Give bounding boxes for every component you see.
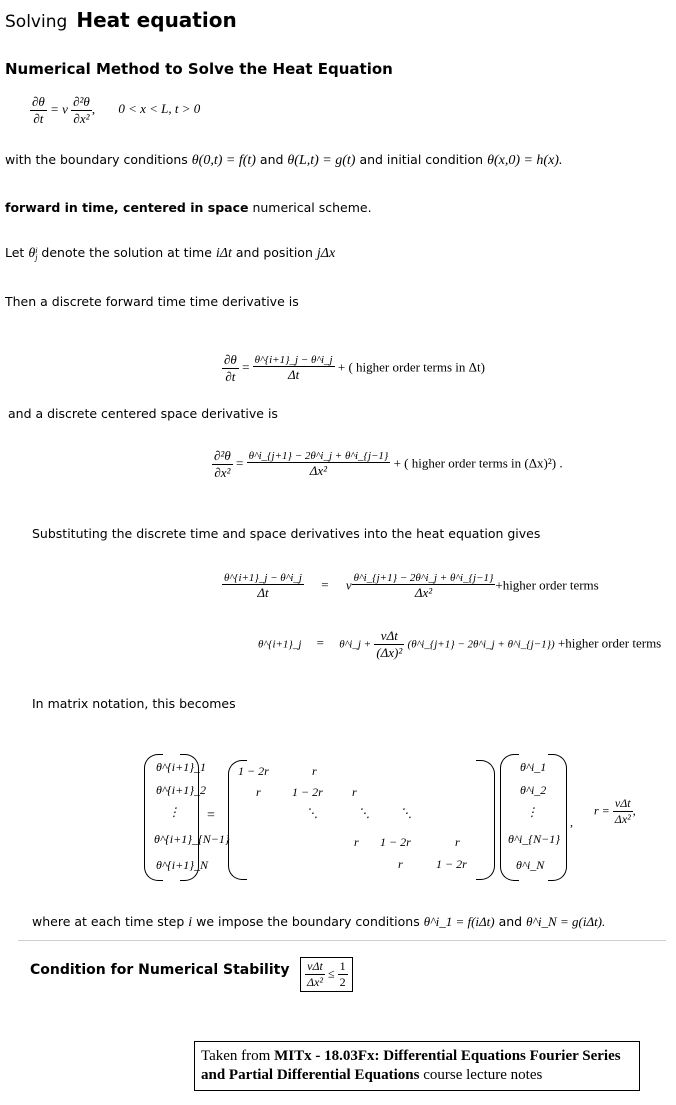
sd-den: Δx² bbox=[247, 462, 391, 479]
r-def-den: Δx² bbox=[614, 812, 631, 826]
matrix-r3c3: ⋱ bbox=[400, 806, 412, 820]
bes-math-3: θ^i_N = g(iΔt). bbox=[526, 914, 606, 929]
bc-text-1: with the boundary conditions bbox=[5, 152, 192, 167]
pde-lhs-den: ∂t bbox=[30, 110, 47, 127]
se2-num: νΔt bbox=[380, 628, 398, 643]
let-math-2: iΔt bbox=[215, 246, 232, 261]
matrix-r2c1: r bbox=[256, 785, 261, 799]
bes-text-1: where at each time step bbox=[32, 914, 189, 929]
matrix-r5c1: r bbox=[398, 857, 403, 871]
credit-bold: MITx - 18.03Fx: Differential Equations Fourier Series and Partial Differential Equations bbox=[201, 1048, 621, 1083]
r-def-num: νΔt bbox=[614, 796, 631, 810]
bes-math-1: i bbox=[188, 915, 193, 930]
rhs-entry-2: θ^i_2 bbox=[520, 783, 547, 797]
td-lhs-num: ∂θ bbox=[224, 352, 237, 367]
se2-rhs1: θ^i_j + bbox=[339, 638, 372, 651]
let-theta: θ bbox=[28, 246, 36, 261]
stab-le: ≤ bbox=[327, 966, 335, 981]
time-derivative-eq: $\frac{\partial\theta}{\partial t}$ = $\frac{\theta\^{}\{i+1\}\_j - \theta\^{}i\_j}{\Delta t}$ + ( higher order terms in Δt) bbox=[224, 352, 485, 384]
rhs-entry-4: θ^i_{N−1} bbox=[508, 832, 560, 846]
stab-den: Δx² bbox=[307, 975, 323, 989]
sd-lhs-den: ∂x² bbox=[212, 464, 233, 481]
td-tail: + ( higher order terms in Δt) bbox=[337, 359, 485, 375]
scheme-rest: numerical scheme. bbox=[248, 200, 372, 215]
bes-text-3: and bbox=[494, 914, 527, 929]
boundary-each-step bbox=[32, 914, 605, 931]
section-heading: Numerical Method to Solve the Heat Equation bbox=[5, 60, 393, 78]
let-text-1: Let bbox=[5, 245, 29, 260]
rhs-entry-3: ⋮ bbox=[526, 805, 538, 819]
scheme-bold: forward in time, centered in space bbox=[5, 200, 249, 215]
space-intro: and a discrete centered space derivative is bbox=[8, 406, 278, 421]
matrix-comma: , bbox=[570, 815, 573, 829]
bc-text-3: and initial condition bbox=[355, 152, 488, 167]
substitution-intro: Substituting the discrete time and space derivatives into the heat equation gives bbox=[32, 526, 541, 541]
td-lhs-den: ∂t bbox=[222, 368, 239, 385]
td-num: θ^{i+1}_j − θ^i_j bbox=[254, 354, 333, 366]
se1-den: Δx² bbox=[352, 584, 496, 601]
sd-lhs-num: ∂²θ bbox=[214, 448, 231, 463]
matrix-r1c1: 1 − 2r bbox=[238, 764, 269, 778]
pde-eq-nu: = ν bbox=[50, 101, 68, 117]
bc-math-3: θ(x,0) = h(x). bbox=[487, 153, 563, 168]
pde-rhs-den: ∂x² bbox=[71, 110, 92, 127]
se1-nu: ν bbox=[345, 577, 352, 593]
bc-text-2: and bbox=[255, 152, 288, 167]
matrix-equals: = bbox=[207, 808, 215, 823]
matrix-r4c2: 1 − 2r bbox=[380, 835, 411, 849]
sd-num: θ^i_{j+1} − 2θ^i_j + θ^i_{j−1} bbox=[248, 450, 389, 462]
let-text-2: denote the solution at time bbox=[37, 245, 216, 260]
bes-text-2: we impose the boundary conditions bbox=[192, 914, 424, 929]
bc-math-2: θ(L,t) = g(t) bbox=[287, 153, 356, 168]
pde-lhs-num: ∂θ bbox=[32, 94, 45, 109]
r-definition: r = $\frac{\text{νΔt}}{\text{Δx²}}$ , bbox=[594, 796, 636, 826]
matrix-right-paren bbox=[476, 760, 495, 880]
let-theta-sub: j bbox=[35, 252, 38, 262]
stab-num: νΔt bbox=[307, 959, 323, 973]
r-def-lhs: r = bbox=[594, 803, 610, 818]
matrix-r2c3: r bbox=[352, 785, 357, 799]
td-den: Δt bbox=[253, 366, 335, 383]
lhs-entry-1: θ^{i+1}_1 bbox=[156, 760, 206, 774]
credit-text-2: course lecture notes bbox=[419, 1067, 543, 1083]
credit-text-1: Taken from bbox=[201, 1048, 275, 1064]
se1-lhs-den: Δt bbox=[222, 584, 304, 601]
matrix-r3c1: ⋱ bbox=[306, 806, 318, 820]
lhs-entry-3: ⋮ bbox=[168, 805, 180, 819]
title-main: Heat equation bbox=[76, 8, 237, 32]
se2-den: (Δx)² bbox=[376, 645, 403, 660]
matrix-r4c3: r bbox=[455, 835, 460, 849]
credit-box bbox=[194, 1041, 640, 1091]
sd-tail: + ( higher order terms in (Δx)²) . bbox=[393, 455, 563, 471]
bc-math-1: θ(0,t) = f(t) bbox=[191, 153, 256, 168]
stability-label: Condition for Numerical Stability bbox=[30, 962, 290, 978]
bes-math-2: θ^i_1 = f(iΔt) bbox=[423, 914, 495, 929]
matrix-r5c2: 1 − 2r bbox=[436, 857, 467, 871]
matrix-r4c1: r bbox=[354, 835, 359, 849]
stab-half-den: 2 bbox=[339, 975, 346, 989]
let-text-3: and position bbox=[231, 245, 317, 260]
space-derivative-eq: $\frac{\text{∂²θ}}{\text{∂x²}}$ = $\frac{\theta\^{}i\_\{j+1\} - 2\theta\^{}i\_j + \theta\^{}i\_\{j-1\}}{\text{Δx²}}$ + ( higher order terms in (Δx)²) . bbox=[214, 448, 563, 480]
se1-tail: +higher order terms bbox=[495, 577, 599, 593]
pde-domain: 0 < x < L, t > 0 bbox=[118, 101, 201, 117]
rhs-entry-1: θ^i_1 bbox=[520, 760, 547, 774]
divider bbox=[18, 940, 666, 941]
rhs-vector-right-paren bbox=[548, 754, 567, 881]
rhs-entry-5: θ^i_N bbox=[516, 858, 545, 872]
se2-lhs: θ^{i+1}_j bbox=[258, 638, 302, 651]
lhs-entry-4: θ^{i+1}_{N−1} bbox=[154, 832, 230, 846]
stability-condition-box bbox=[300, 957, 353, 992]
se2-tail: +higher order terms bbox=[557, 635, 662, 651]
title-prefix: Solving bbox=[5, 12, 68, 32]
pde-comma: , bbox=[91, 101, 96, 117]
matrix-r2c2: 1 − 2r bbox=[292, 785, 323, 799]
matrix-r1c2: r bbox=[312, 764, 317, 778]
se1-eq: = bbox=[321, 577, 329, 593]
se2-paren: (θ^i_{j+1} − 2θ^i_j + θ^i_{j−1}) bbox=[407, 638, 555, 651]
let-math-3: jΔx bbox=[316, 246, 336, 261]
forward-intro: Then a discrete forward time time derivative is bbox=[5, 294, 299, 309]
matrix-intro: In matrix notation, this becomes bbox=[32, 696, 236, 711]
se2-eq: = bbox=[316, 635, 324, 651]
lhs-entry-2: θ^{i+1}_2 bbox=[156, 783, 206, 797]
matrix-r3c2: ⋱ bbox=[358, 806, 370, 820]
se1-lhs-num: θ^{i+1}_j − θ^i_j bbox=[224, 572, 302, 584]
lhs-entry-5: θ^{i+1}_N bbox=[156, 858, 208, 872]
stab-half-num: 1 bbox=[339, 959, 346, 973]
se1-num: θ^i_{j+1} − 2θ^i_j + θ^i_{j−1} bbox=[353, 572, 494, 584]
pde-rhs-num: ∂²θ bbox=[73, 94, 90, 109]
let-theta-sup: i bbox=[35, 245, 38, 255]
